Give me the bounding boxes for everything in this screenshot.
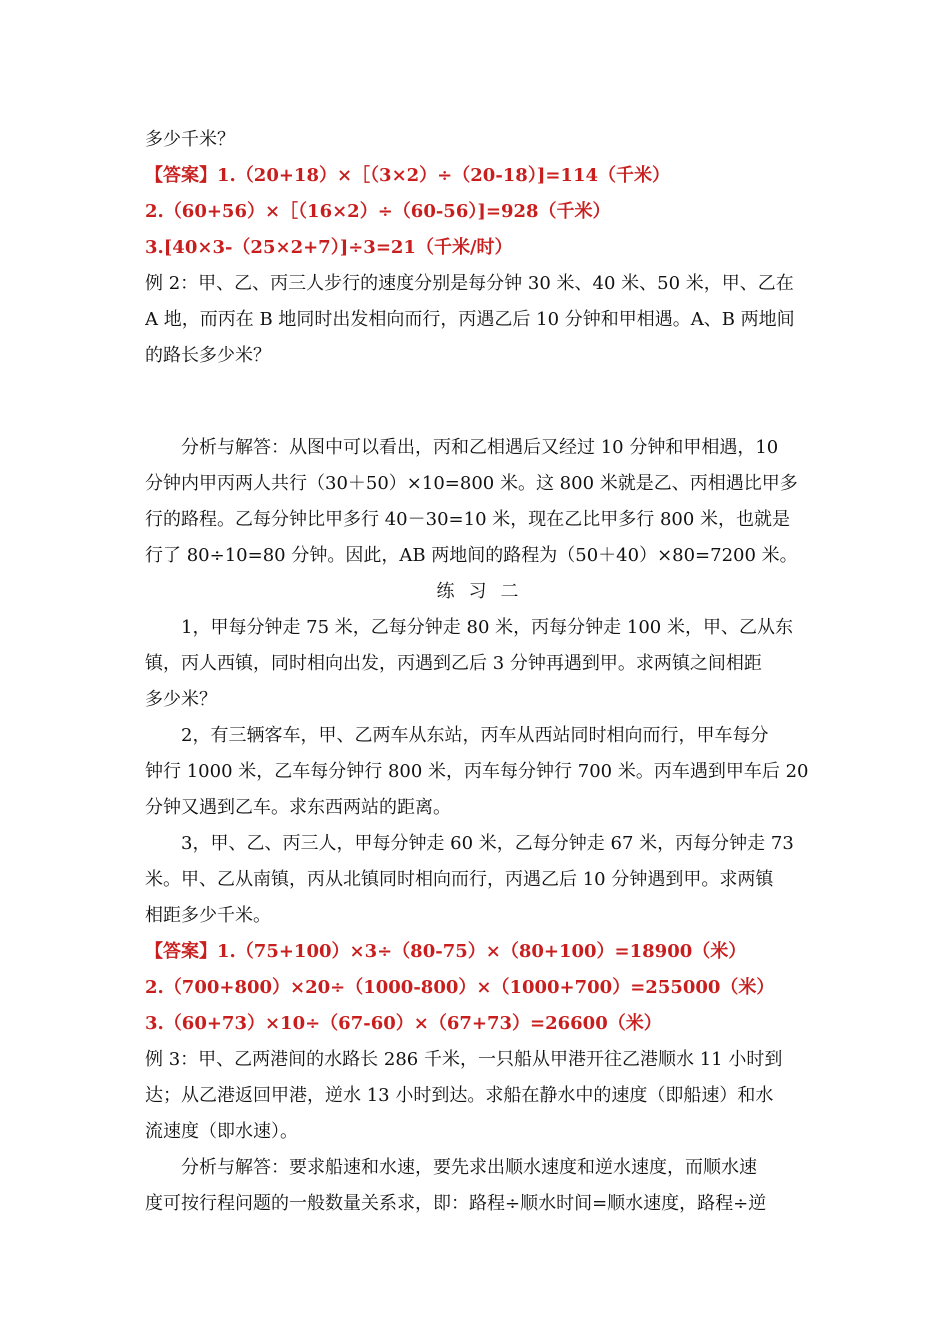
example3-line: 例 3：甲、乙两港间的水路长 286 千米，一只船从甲港开往乙港顺水 11 小时到 bbox=[145, 1049, 783, 1070]
question-line: 多少米？ bbox=[145, 689, 217, 710]
question-line: 3，甲、乙、丙三人，甲每分钟走 60 米，乙每分钟走 67 米，丙每分钟走 73 bbox=[181, 833, 794, 854]
answer-line-2: 2.（700+800）×20÷（1000-800）×（1000+700）=255000（米） bbox=[145, 977, 775, 998]
example2-line: A 地，而丙在 B 地同时出发相向而行，丙遇乙后 10 分钟和甲相遇。A、B 两地间 bbox=[145, 309, 795, 330]
answer-tag: 【答案】 bbox=[145, 941, 217, 962]
answer-text: 1.（75+100）×3÷（80-75）×（80+100）=18900（米） bbox=[217, 941, 747, 962]
question-line: 1，甲每分钟走 75 米，乙每分钟走 80 米，丙每分钟走 100 米，甲、乙从东 bbox=[181, 617, 793, 638]
question-line: 钟行 1000 米，乙车每分钟行 800 米，丙车每分钟行 700 米。丙车遇到甲车后 20 bbox=[145, 761, 809, 782]
question-line: 相距多少千米。 bbox=[145, 905, 271, 926]
analysis3-line: 度可按行程问题的一般数量关系求，即：路程÷顺水时间=顺水速度，路程÷逆 bbox=[145, 1193, 767, 1214]
document-body bbox=[145, 122, 810, 1222]
answer-text: 1.（20+18）×［（3×2）÷（20-18）]=114（千米） bbox=[217, 165, 671, 186]
example1-tail: 多少千米？ bbox=[145, 129, 235, 150]
example2-line: 例 2：甲、乙、丙三人步行的速度分别是每分钟 30 米、40 米、50 米，甲、乙在 bbox=[145, 273, 794, 294]
analysis2-line: 分析与解答：从图中可以看出，丙和乙相遇后又经过 10 分钟和甲相遇，10 bbox=[181, 437, 779, 458]
answer-line-1 bbox=[145, 934, 810, 970]
analysis3-line: 分析与解答：要求船速和水速，要先求出顺水速度和逆水速度，而顺水速 bbox=[181, 1157, 757, 1178]
answer-line-3: 3.[40×3-（25×2+7）]÷3=21（千米/时） bbox=[145, 237, 513, 258]
analysis2-line: 行了 80÷10=80 分钟。因此，AB 两地间的路程为（50＋40）×80=7200 米。 bbox=[145, 545, 798, 566]
analysis2-line: 分钟内甲丙两人共行（30＋50）×10=800 米。这 800 米就是乙、丙相遇比甲多 bbox=[145, 473, 798, 494]
question-line: 镇，丙人西镇，同时相向出发，丙遇到乙后 3 分钟再遇到甲。求两镇之间相距 bbox=[145, 653, 762, 674]
example3-line: 流速度（即水速）。 bbox=[145, 1121, 298, 1142]
section-title: 练习二 bbox=[436, 581, 533, 602]
answer-tag: 【答案】 bbox=[145, 165, 217, 186]
question-line: 米。甲、乙从南镇，丙从北镇同时相向而行，丙遇乙后 10 分钟遇到甲。求两镇 bbox=[145, 869, 774, 890]
answer-line-3: 3.（60+73）×10÷（67-60）×（67+73）=26600（米） bbox=[145, 1013, 662, 1034]
question-line: 2，有三辆客车，甲、乙两车从东站，丙车从西站同时相向而行，甲车每分 bbox=[181, 725, 769, 746]
example3-line: 达；从乙港返回甲港，逆水 13 小时到达。求船在静水中的速度（即船速）和水 bbox=[145, 1085, 774, 1106]
figure-gap bbox=[145, 374, 810, 430]
example2-line: 的路长多少米？ bbox=[145, 345, 271, 366]
analysis2-line: 行的路程。乙每分钟比甲多行 40－30=10 米，现在乙比甲多行 800 米，也就是 bbox=[145, 509, 791, 530]
answer-line-2: 2.（60+56）×［（16×2）÷（60-56）]=928（千米） bbox=[145, 201, 611, 222]
answer-line-1 bbox=[145, 158, 810, 194]
question-line: 分钟又遇到乙车。求东西两站的距离。 bbox=[145, 797, 451, 818]
